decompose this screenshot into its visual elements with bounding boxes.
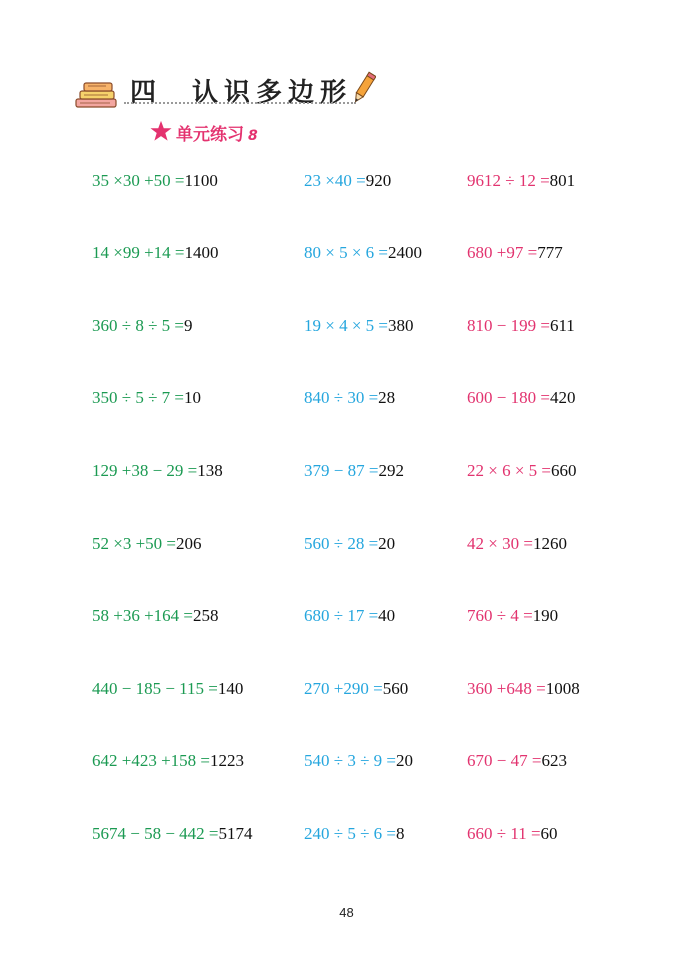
exercise-item: [304, 679, 408, 699]
exercise-item: [92, 388, 201, 408]
exercise-item: [304, 461, 404, 481]
exercise-item: [92, 751, 244, 771]
exercise-answer: 60: [540, 824, 558, 843]
exercise-item: [467, 171, 575, 191]
exercise-expression: 270 +290 =: [304, 679, 383, 698]
exercise-item: [467, 606, 558, 626]
exercise-expression: 35 ×30 +50 =: [92, 171, 185, 190]
exercise-item: [92, 171, 218, 191]
exercise-item: [467, 388, 575, 408]
exercise-item: [467, 534, 567, 554]
exercise-answer: 10: [184, 388, 201, 407]
exercise-expression: 14 ×99 +14 =: [92, 243, 185, 262]
exercise-answer: 1260: [532, 534, 567, 553]
exercise-item: [467, 751, 567, 771]
exercise-answer: 623: [541, 751, 567, 770]
exercise-answer: 258: [193, 606, 219, 625]
exercise-expression: 660 ÷ 11 =: [467, 824, 541, 843]
chapter-header: [74, 68, 394, 112]
exercise-answer: 40: [378, 606, 396, 625]
pencil-icon: [352, 70, 376, 106]
exercise-expression: 760 ÷ 4 =: [467, 606, 533, 625]
exercise-answer: 206: [176, 534, 202, 553]
exercise-expression: 540 ÷ 3 ÷ 9 =: [304, 751, 396, 770]
section-title: [176, 120, 258, 145]
page-number: 48: [339, 905, 354, 920]
exercise-item: [304, 824, 405, 844]
header-dotted-line: [124, 102, 356, 104]
exercise-expression: 5674 − 58 − 442 =: [92, 824, 219, 843]
exercise-expression: 80 × 5 × 6 =: [304, 243, 389, 262]
star-icon: [150, 120, 172, 142]
exercise-item: [304, 243, 422, 263]
exercise-expression: 379 − 87 =: [304, 461, 379, 480]
exercise-answer: 20: [396, 751, 413, 770]
exercise-item: [304, 534, 395, 554]
exercise-expression: 810 − 199 =: [467, 316, 550, 335]
exercise-expression: 440 − 185 − 115 =: [92, 679, 218, 698]
exercise-answer: 777: [537, 243, 563, 262]
exercise-expression: 19 × 4 × 5 =: [304, 316, 389, 335]
exercise-answer: 20: [378, 534, 396, 553]
exercise-expression: 600 − 180 =: [467, 388, 550, 407]
exercise-expression: 680 +97 =: [467, 243, 538, 262]
exercise-item: [92, 243, 219, 263]
exercise-item: [92, 316, 193, 336]
exercise-answer: 190: [532, 606, 559, 625]
exercise-expression: 22 × 6 × 5 =: [467, 461, 552, 480]
exercise-expression: 360 ÷ 8 ÷ 5 =: [92, 316, 184, 335]
exercise-expression: 129 +38 − 29 =: [92, 461, 198, 480]
exercise-expression: 840 ÷ 30 =: [304, 388, 379, 407]
exercise-item: [92, 606, 219, 626]
chapter-number: 四: [130, 78, 158, 108]
exercise-item: [467, 679, 580, 699]
exercise-answer: 920: [365, 171, 392, 190]
exercise-item: [304, 606, 395, 626]
exercise-expression: 670 − 47 =: [467, 751, 542, 770]
exercise-item: [92, 534, 202, 554]
section-label: 单元练习: [176, 125, 244, 145]
exercise-item: [304, 316, 414, 336]
section-number: 8: [248, 128, 258, 144]
exercise-expression: 560 ÷ 28 =: [304, 534, 379, 553]
exercise-item: [304, 388, 395, 408]
exercise-answer: 560: [382, 679, 409, 698]
exercise-answer: 1223: [210, 751, 245, 770]
exercise-expression: 9612 ÷ 12 =: [467, 171, 550, 190]
exercise-answer: 5174: [218, 824, 253, 843]
books-icon: [74, 80, 120, 110]
exercise-item: [467, 243, 563, 263]
exercise-item: [467, 824, 558, 844]
exercise-answer: 611: [549, 316, 575, 335]
exercise-expression: 42 × 30 =: [467, 534, 533, 553]
exercise-item: [467, 316, 575, 336]
exercise-expression: 360 +648 =: [467, 679, 546, 698]
exercise-expression: 240 ÷ 5 ÷ 6 =: [304, 824, 396, 843]
exercise-answer: 28: [378, 388, 396, 407]
exercise-answer: 9: [184, 316, 193, 335]
exercise-answer: 380: [388, 316, 414, 335]
exercise-answer: 292: [378, 461, 404, 480]
exercise-answer: 1100: [184, 171, 218, 190]
exercise-item: [304, 171, 391, 191]
exercise-answer: 801: [549, 171, 576, 190]
exercise-answer: 420: [549, 388, 576, 407]
exercise-item: [304, 751, 413, 771]
exercise-answer: 2400: [388, 243, 423, 262]
exercise-expression: 58 +36 +164 =: [92, 606, 194, 625]
exercise-answer: 8: [396, 824, 405, 843]
exercise-expression: 23 ×40 =: [304, 171, 366, 190]
exercise-expression: 680 ÷ 17 =: [304, 606, 379, 625]
exercise-expression: 52 ×3 +50 =: [92, 534, 177, 553]
exercise-answer: 660: [551, 461, 577, 480]
exercise-expression: 350 ÷ 5 ÷ 7 =: [92, 388, 184, 407]
exercise-expression: 642 +423 +158 =: [92, 751, 211, 770]
exercise-item: [467, 461, 577, 481]
exercise-item: [92, 824, 253, 844]
exercise-item: [92, 461, 223, 481]
exercise-answer: 1008: [545, 679, 580, 698]
exercise-item: [92, 679, 243, 699]
exercise-answer: 138: [197, 461, 223, 480]
chapter-title: 认识多边形: [192, 78, 353, 108]
exercise-answer: 140: [217, 679, 244, 698]
exercise-answer: 1400: [184, 243, 219, 262]
